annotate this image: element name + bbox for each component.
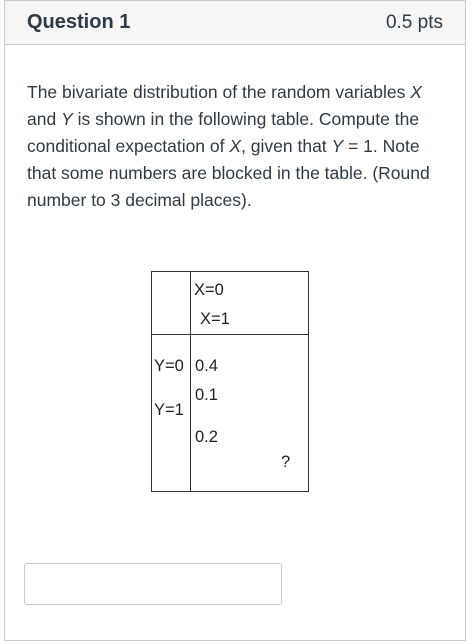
answer-input[interactable] <box>24 563 282 605</box>
row-header-y1: Y=1 <box>154 401 184 419</box>
column-header-cell <box>191 272 309 335</box>
question-points: 0.5 pts <box>385 11 443 33</box>
table-value: 0.1 <box>195 386 218 404</box>
variable-x: X <box>410 82 422 102</box>
table-value: 0.2 <box>195 428 218 446</box>
variable-y: Y <box>61 109 73 129</box>
blocked-value: ? <box>281 453 291 471</box>
variable-x: X <box>229 136 242 156</box>
row-header-y0: Y=0 <box>154 357 184 375</box>
values-cell <box>191 335 309 492</box>
table-corner-cell <box>152 272 191 335</box>
question-text-part: and <box>27 109 62 129</box>
variable-y: Y <box>331 136 344 156</box>
table-value: 0.4 <box>195 357 218 375</box>
question-text-part: , given that <box>241 136 332 156</box>
question-text-part: is shown in the following table. Compute the conditional expectation of <box>27 109 420 156</box>
question-header <box>5 1 465 45</box>
question-text <box>27 79 447 214</box>
column-header-x1: X=1 <box>200 310 230 328</box>
question-text-part: = 1. Note that some numbers are blocked in the table. (Round number to 3 decimal places). <box>27 136 430 210</box>
distribution-table <box>151 271 309 492</box>
question-text-part: The bivariate distribution of the random variables <box>27 82 411 102</box>
row-header-cell <box>152 335 191 492</box>
question-title: Question 1 <box>27 11 131 33</box>
column-header-x0: X=0 <box>194 281 224 299</box>
